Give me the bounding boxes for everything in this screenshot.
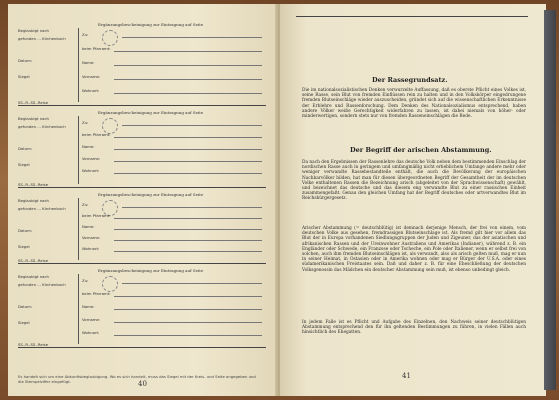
field-label: Vorname:	[82, 317, 101, 322]
field-line[interactable]	[114, 335, 262, 336]
paragraph-arischer-abstammung: Arischer Abstammung (= deutschblütig) ist demnach derjenige Mensch, der frei von einem, vom deutschen Volke aus gesehen, fremdrassigen Blutseinschlage ist. Als fremd gilt hier vor allem das Blut der in Europa vorhandenen Siedlungsgruppen der Juden und Zigeuner, das der asiatischen und afrikanischen Rassen und der Ureinwohner Australiens und Amerikas (Indianer), während z. B. ein Engländer oder Schwede, ein Franzose oder Tscheche, ein Pole oder Italiener, wenn er selbst frei von solchen, auch ihm fremden Blutseinschlägen ist, als verwandt, also als arisch gelten muß, mag er nun in seiner Heimat, in Ostasien oder in Amerika wohnen oder mag er Bürger der U.S.A. oder eines südamerikanischen Freistaates sein. Daß und daher z. B. für eine Eheschließung der deutschen Volksgenossin das Mädchen ein deutscher Abstammung sein muß, ist ebenso unbedingt gleich.	[302, 226, 526, 273]
side-label: Siegel	[18, 74, 30, 79]
right-page-number: 41	[402, 372, 411, 380]
right-top-rule	[296, 16, 528, 17]
field-label: beim Pfarramt:	[82, 213, 111, 218]
paragraph-begriff: Da nach den Ergebnissen der Rassenlehre das deutsche Volk neben dem bestimmenden Einschlag der nordischen Rasse auch in geringem und umfangmäßig nicht erheblichem Umfange andere mehr oder weniger verwandte Rassebestandteile enthält, die auch die Bevölkerung der europäischen Nachbarvölker bilden, hat man für diesen übergeordneten Begriff der Gesamtheit der im deutschen Volke enthaltenen Rassen die Bezeichnung arisch (abgeleitet von der Sprachwissenschaft) gewählt, und bezeichnet das deutsche und das diesem eng verwandte Blut zu einer rassischen Einheit zusammengefaßt. Genau den gleichen Umfang hat der Begriff deutsches oder artverwandtes Blut im Reichsbürgergesetz.	[302, 160, 526, 202]
field-line[interactable]	[122, 37, 262, 38]
field-line[interactable]	[114, 229, 262, 230]
form-section	[18, 192, 266, 264]
field-label: Wohnort:	[82, 88, 100, 93]
section-divider	[78, 28, 79, 102]
side-label: gefunden ... Kirchenbuch	[18, 206, 66, 211]
side-label: Siegel	[18, 244, 30, 249]
field-line[interactable]	[114, 93, 262, 94]
side-label: gefunden ... Kirchenbuch	[18, 36, 66, 41]
seal-placeholder	[102, 276, 118, 292]
field-label: Name:	[82, 144, 95, 149]
side-label: Beglaubigt nach	[18, 198, 49, 203]
section-divider	[78, 116, 79, 184]
field-line[interactable]	[122, 125, 262, 126]
seal-placeholder	[102, 30, 118, 46]
field-label: Vorname:	[82, 74, 101, 79]
side-label: Beglaubigt nach	[18, 28, 49, 33]
section-header: Ergänzungsbescheinigung zur Eintragung auf Seite	[98, 192, 204, 197]
field-label: Name:	[82, 304, 95, 309]
field-line[interactable]	[114, 173, 262, 174]
section-divider	[78, 274, 79, 344]
section-rule	[18, 105, 266, 106]
field-line[interactable]	[114, 218, 262, 219]
section-tag: SS.-R.-SS.-Reise	[18, 258, 49, 263]
heading-arische-abstammung: Der Begriff der arischen Abstammung.	[350, 146, 492, 154]
paragraph-rassegrundsatz: Die im nationalsozialistischen Denken verwurzelte Auffassung, daß es oberste Pflicht eines Volkes ist, seine Rasse, sein Blut von fremden Einflüssen rein zu halten und in den Volkskörper eingedrungene fremden Blutseinschläge wieder auszuscheiden, gründet sich auf die wissenschaftlichen Erkenntnisse der Erblehre und Rassenforschung. Dem Denken des Nationalsozialismus entsprechend, haben andere Völker weiße Gerechtigkeit widerfahren zu lassen, ist dabei niemals von höher- oder minderwertigen, sondern stets nur von fremden Rasseneinschlägen die Rede.	[302, 88, 526, 120]
section-header: Ergänzungsbescheinigung zur Eintragung auf Seite	[98, 22, 204, 27]
field-label: beim Pfarramt:	[82, 46, 111, 51]
field-line[interactable]	[114, 296, 262, 297]
field-label: Zu:	[82, 202, 89, 207]
side-label: gefunden ... Kirchenbuch	[18, 282, 66, 287]
side-label: Beglaubigt nach	[18, 116, 49, 121]
side-label: Beglaubigt nach	[18, 274, 49, 279]
form-section	[18, 268, 266, 348]
side-label: gefunden ... Kirchenbuch	[18, 124, 66, 129]
field-label: Wohnort:	[82, 246, 100, 251]
field-line[interactable]	[114, 240, 262, 241]
side-label: Siegel	[18, 320, 30, 325]
side-label: Siegel	[18, 162, 30, 167]
heading-rassegrundsatz: Der Rassegrundsatz.	[372, 76, 448, 84]
section-rule	[18, 263, 266, 264]
field-line[interactable]	[114, 322, 262, 323]
form-section	[18, 22, 266, 106]
field-label: beim Pfarramt:	[82, 291, 111, 296]
section-header: Ergänzungsbescheinigung zur Eintragung auf Seite	[98, 110, 204, 115]
section-tag: SS.-R.-SS.-Reise	[18, 182, 49, 187]
field-label: Zu:	[82, 32, 89, 37]
field-label: Wohnort:	[82, 168, 100, 173]
field-label: Zu:	[82, 278, 89, 283]
field-line[interactable]	[114, 51, 262, 52]
side-label: Datum:	[18, 146, 33, 151]
field-line[interactable]	[122, 207, 262, 208]
side-label: Datum:	[18, 304, 33, 309]
section-rule	[18, 347, 266, 348]
paragraph-pflicht: In jedem Falle ist es Pflicht und Aufgabe des Einzelnen, den Nachweis seiner deutschblütigen Abstammung entsprechend den für ihn geltenden Bestimmungen zu führen, in vielen Fällen auch hinsichtlich des Ehegatten.	[302, 320, 526, 336]
field-label: Vorname:	[82, 156, 101, 161]
section-divider	[78, 198, 79, 260]
section-tag: SS.-R.-SS.-Reise	[18, 342, 49, 347]
field-line[interactable]	[114, 65, 262, 66]
field-line[interactable]	[114, 251, 262, 252]
form-section	[18, 110, 266, 188]
section-header: Ergänzungsbescheinigung zur Eintragung auf Seite	[98, 268, 204, 273]
section-rule	[18, 187, 266, 188]
book-cover-edge	[544, 10, 556, 390]
field-line[interactable]	[114, 149, 262, 150]
field-label: Name:	[82, 60, 95, 65]
field-label: Zu:	[82, 120, 89, 125]
field-label: beim Pfarramt:	[82, 132, 111, 137]
field-line[interactable]	[114, 309, 262, 310]
field-line[interactable]	[114, 137, 262, 138]
field-line[interactable]	[122, 283, 262, 284]
side-label: Datum:	[18, 58, 33, 63]
field-line[interactable]	[114, 79, 262, 80]
left-footnote: Es handelt sich um eine Abkunftsbeglaubigung. Wo es sich handelt, muss das Siegel mit der Kreis- und Seite angegeben und die Stempelziffer eingefügt.	[18, 374, 256, 384]
section-tag: SS.-R.-SS.-Reise	[18, 100, 49, 105]
field-label: Vorname:	[82, 235, 101, 240]
left-page-number: 40	[138, 380, 147, 388]
side-label: Datum:	[18, 228, 33, 233]
field-label: Name:	[82, 224, 95, 229]
field-label: Wohnort:	[82, 330, 100, 335]
field-line[interactable]	[114, 161, 262, 162]
